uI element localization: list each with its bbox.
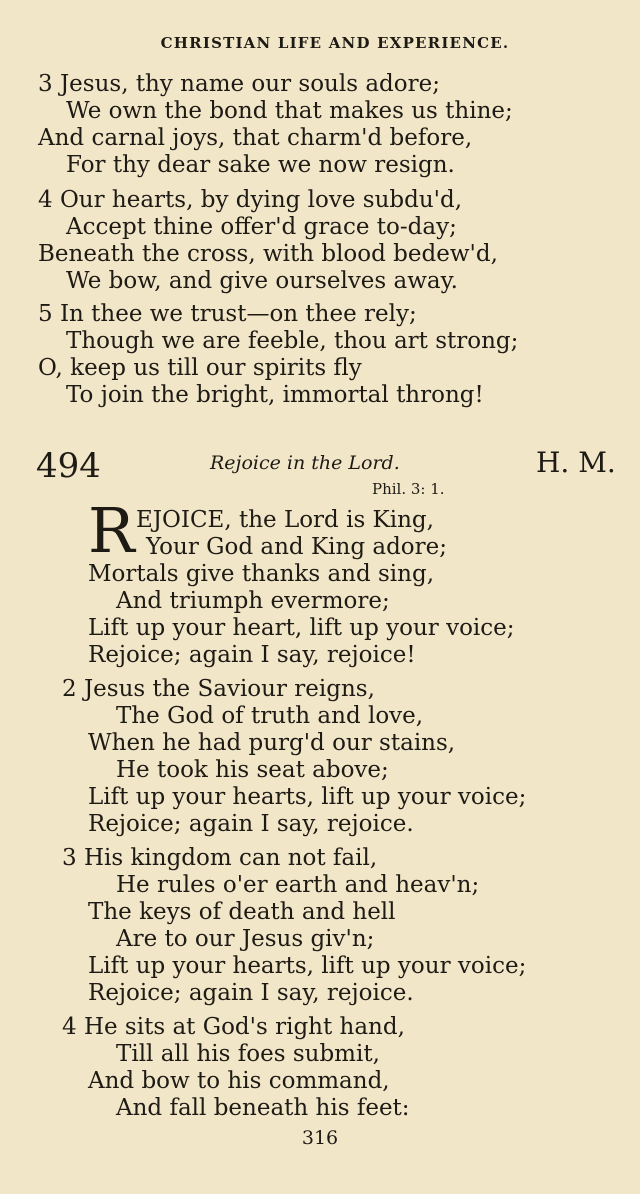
verse-line: Mortals give thanks and sing,	[88, 561, 435, 587]
verse-line: The God of truth and love,	[116, 703, 424, 729]
verse-line: 3 His kingdom can not fail,	[62, 845, 378, 871]
verse-line: 2 Jesus the Saviour reigns,	[62, 676, 375, 702]
verse-line: We own the bond that makes us thine;	[66, 98, 513, 124]
verse-line: To join the bright, immortal throng!	[66, 382, 484, 408]
verse-line: O, keep us till our spirits fly	[38, 355, 362, 381]
page-number: 316	[301, 1127, 339, 1149]
running-header: CHRISTIAN LIFE AND EXPERIENCE.	[160, 34, 510, 52]
verse-line: Accept thine offer'd grace to-day;	[66, 214, 457, 240]
verse-line: And fall beneath his feet:	[116, 1095, 410, 1121]
verse-line: For thy dear sake we now resign.	[66, 152, 455, 178]
verse-line: And triumph evermore;	[116, 588, 390, 614]
verse-line: When he had purg'd our stains,	[88, 730, 456, 756]
verse-line: 4 Our hearts, by dying love subdu'd,	[38, 187, 463, 213]
verse-line: Though we are feeble, thou art strong;	[66, 328, 519, 354]
verse-line: Beneath the cross, with blood bedew'd,	[38, 241, 498, 267]
verse-line: Rejoice; again I say, rejoice.	[88, 811, 414, 837]
verse-line: 5 In thee we trust—on thee rely;	[38, 301, 417, 327]
verse-line: Till all his foes submit,	[116, 1041, 380, 1067]
verse-line: Rejoice; again I say, rejoice.	[88, 980, 414, 1006]
hymn-meter: H. M.	[536, 446, 616, 479]
verse-line: We bow, and give ourselves away.	[66, 268, 458, 294]
verse-line: 4 He sits at God's right hand,	[62, 1014, 405, 1040]
verse-line: He rules o'er earth and heav'n;	[116, 872, 480, 898]
verse-line: Lift up your heart, lift up your voice;	[88, 615, 515, 641]
drop-cap: R	[88, 494, 135, 567]
verse-line: And bow to his command,	[88, 1068, 390, 1094]
hymn-number: 494	[36, 446, 101, 486]
verse-line: The keys of death and hell	[88, 899, 396, 925]
verse-line: EJOICE, the Lord is King,	[136, 507, 434, 533]
verse-line: And carnal joys, that charm'd before,	[38, 125, 473, 151]
verse-line: 3 Jesus, thy name our souls adore;	[38, 71, 440, 97]
verse-line: Lift up your hearts, lift up your voice;	[88, 784, 527, 810]
hymn-title: Rejoice in the Lord.	[210, 452, 400, 474]
verse-line: Your God and King adore;	[146, 534, 447, 560]
scripture-reference: Phil. 3: 1.	[372, 480, 445, 498]
verse-line: Are to our Jesus giv'n;	[116, 926, 375, 952]
verse-line: Rejoice; again I say, rejoice!	[88, 642, 416, 668]
verse-line: He took his seat above;	[116, 757, 389, 783]
verse-line: Lift up your hearts, lift up your voice;	[88, 953, 527, 979]
